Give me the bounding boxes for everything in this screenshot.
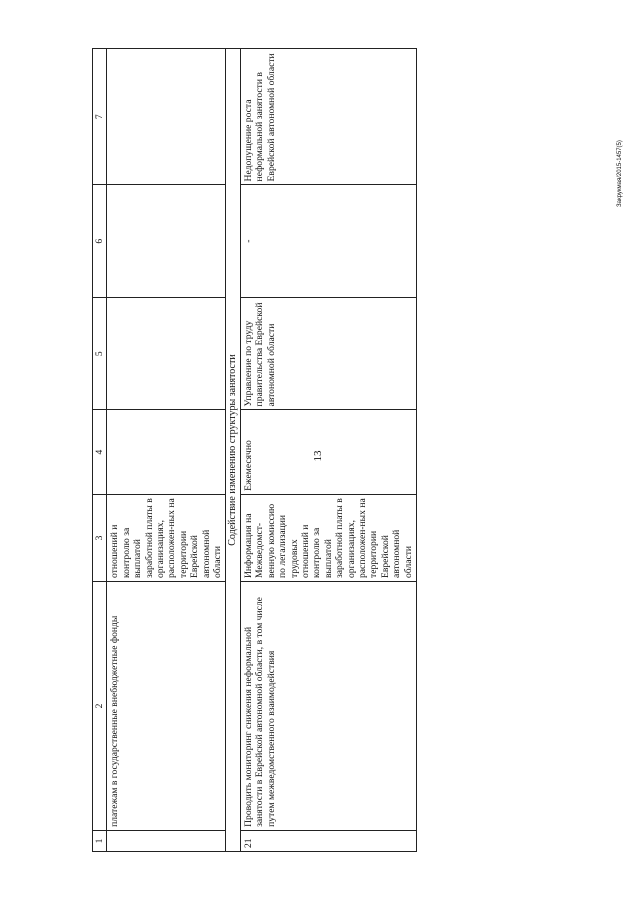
column-header: 2 (93, 582, 107, 831)
column-header: 6 (93, 185, 107, 298)
table-row (107, 49, 226, 852)
column-header: 4 (93, 410, 107, 494)
column-header: 1 (93, 830, 107, 851)
measure-cell: Проводить мониторинг снижения неформальной занятости в Еврейской автономной области, в том числе путем межведомственного взаимодействия (240, 582, 416, 831)
funding-cell: - (240, 185, 416, 298)
row-number-cell: 21 (240, 830, 416, 851)
result-form-cell: отношений и контролю за выплатой заработной платы в организациях, расположен-ных на территории Еврейской автономной области (107, 494, 226, 581)
measures-table (92, 48, 417, 852)
section-heading: Содействие изменению структуры занятости (226, 49, 240, 852)
document-footer-note: Закрукмая/2015-1457(5) (617, 140, 623, 207)
responsible-cell: Управление по труду правительства Еврейской автономной области (240, 297, 416, 410)
column-header: 7 (93, 49, 107, 185)
responsible-cell (107, 297, 226, 410)
column-header: 5 (93, 297, 107, 410)
measure-cell: платежам в государственные внебюджетные фонды (107, 582, 226, 831)
table-row (240, 49, 416, 852)
deadline-cell (107, 410, 226, 494)
table-header-row (93, 49, 107, 852)
expected-result-cell: Недопущение роста неформальной занятости в Еврейской автономной области (240, 49, 416, 185)
funding-cell (107, 185, 226, 298)
rotated-table-page (92, 48, 584, 852)
deadline-cell: Ежемесячно (240, 410, 416, 494)
row-number-cell (107, 830, 226, 851)
page-number: 13 (312, 450, 324, 462)
rotated-table-container (92, 48, 584, 852)
column-header: 3 (93, 494, 107, 581)
section-heading-row (226, 49, 240, 852)
expected-result-cell (107, 49, 226, 185)
result-form-cell: Информация на Межведомст-венную комиссию по легализации трудовых отношений и контролю за выплатой заработной платы в организациях, расположен-ных на территории Еврейской автономной области (240, 494, 416, 581)
